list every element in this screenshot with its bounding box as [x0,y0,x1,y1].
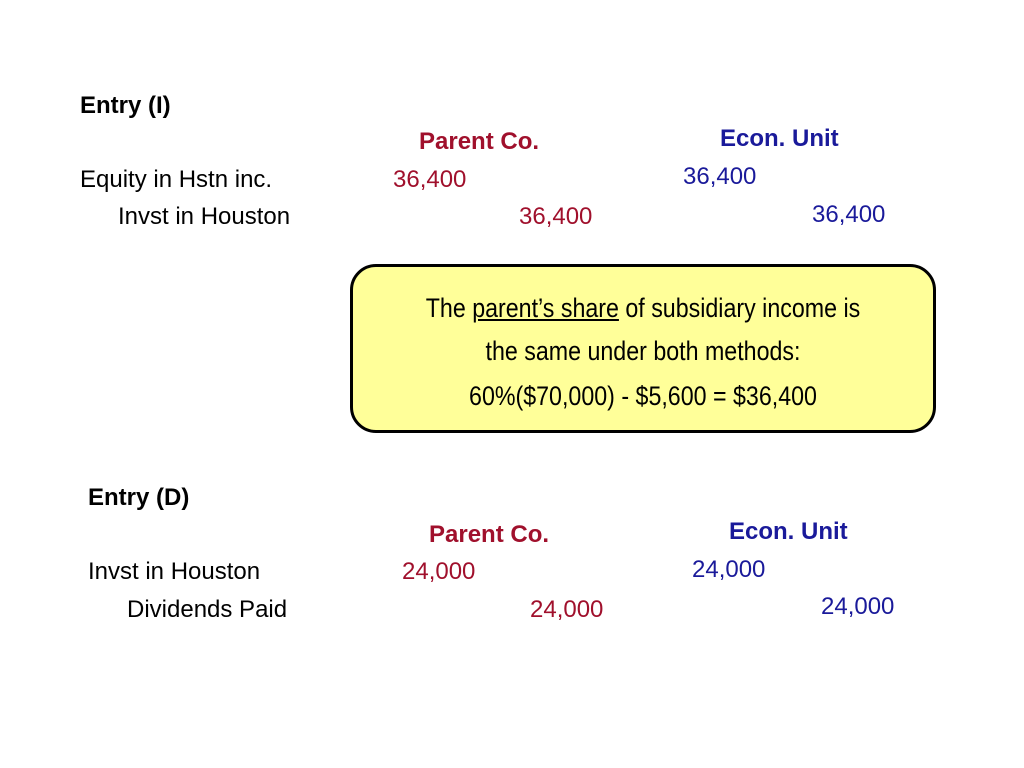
entry-d-parent-header: Parent Co. [429,521,550,548]
entry-d-credit-account: Dividends Paid [127,596,288,623]
callout-line-1 [394,292,893,324]
callout-box [350,264,936,433]
callout-text-after: of subsidiary income is [618,293,861,323]
entry-i-credit-account: Invst in Houston [118,203,291,230]
entry-i-heading: Entry (I) [80,92,171,119]
callout-underlined-term: parent’s share [472,293,619,323]
entry-i-debit-account: Equity in Hstn inc. [80,166,273,193]
entry-d-debit-account: Invst in Houston [88,558,261,585]
entry-i-econ-debit: 36,400 [683,163,757,190]
callout-line-3: 60%($70,000) - $5,600 = $36,400 [469,381,817,411]
callout-text-before: The [425,293,473,323]
entry-d-parent-debit: 24,000 [402,558,476,585]
entry-i-parent-header: Parent Co. [419,128,540,155]
entry-i-econ-credit: 36,400 [812,201,886,228]
entry-d-econ-header: Econ. Unit [729,518,848,545]
callout-line-2: the same under both methods: [485,336,801,366]
entry-d-econ-debit: 24,000 [692,556,766,583]
entry-d-parent-credit: 24,000 [530,596,604,623]
entry-i-parent-credit: 36,400 [519,203,593,230]
entry-i-parent-debit: 36,400 [393,166,467,193]
entry-d-econ-credit: 24,000 [821,593,895,620]
entry-d-heading: Entry (D) [88,484,190,511]
entry-i-econ-header: Econ. Unit [720,125,839,152]
